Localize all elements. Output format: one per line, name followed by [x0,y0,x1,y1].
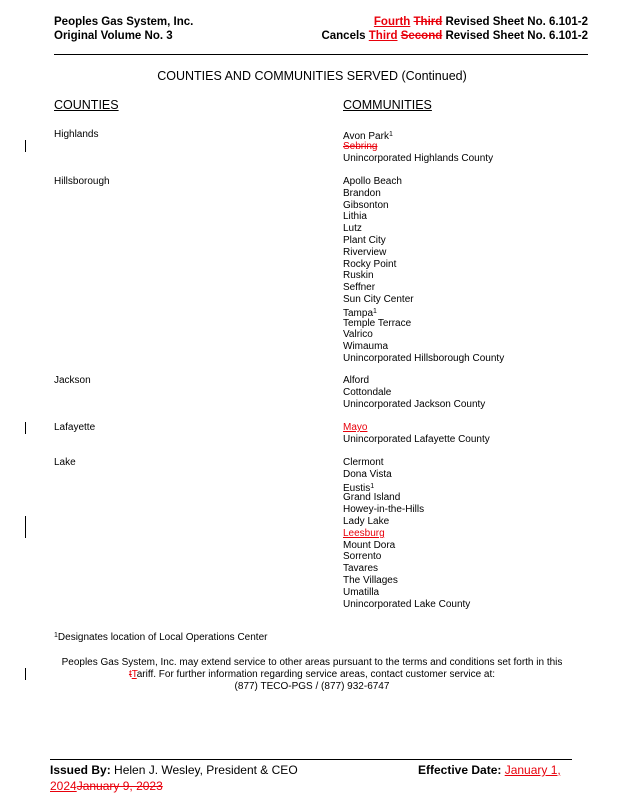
communities-lake [343,457,470,610]
volume-number: Original Volume No. 3 [54,30,173,42]
cancels-label: Cancels [321,30,369,42]
community-item: Seffner [343,282,376,294]
communities-heading: COMMUNITIES [343,98,432,112]
community-item: Ruskin [343,270,374,282]
sheet-inserted: Fourth [373,16,411,28]
issued-by: Issued By: Helen J. Wesley, President & CEO [50,763,298,777]
community-item: Temple Terrace [343,317,412,329]
revision-bar [25,422,26,434]
community-item: Riverview [343,246,387,258]
county-hillsborough: Hillsborough [54,176,110,187]
counties-heading: COUNTIES [54,98,119,112]
footnote: $^1$Designates location of Local Operations Center [54,632,268,643]
community-item: Dona Vista [343,468,392,480]
community-item: Gibsonton [343,199,389,211]
community-item: Howey-in-the-Hills [343,504,425,516]
footer-rule [50,759,572,760]
community-item: Clermont [343,457,384,468]
county-lake: Lake [54,457,76,468]
header-rule [54,54,588,55]
community-item: Mayo [343,422,368,433]
community-item: Lady Lake [343,515,390,527]
page-title: COUNTIES AND COMMUNITIES SERVED (Continued) [157,69,467,83]
company-name: Peoples Gas System, Inc. [54,16,194,28]
community-item: Grand Island [343,492,401,504]
sheet-rest: Revised Sheet No. 6.101-2 [442,16,588,28]
notice-line-2: tTariff. For further information regarding service areas, contact customer service at: [128,669,496,680]
community-item: Lithia [343,211,367,223]
cancels-inserted: Third [368,30,398,42]
service-notice [0,657,624,693]
effective-date-continued: 2024January 9, 2023 [50,779,163,793]
county-highlands: Highlands [54,129,99,140]
community-item: The Villages [343,574,398,586]
community-item: Sorrento [343,551,382,563]
notice-phone: (877) TECO-PGS / (877) 932-6747 [234,681,390,692]
communities-jackson [343,375,485,410]
community-item: Mount Dora [343,539,396,551]
county-lafayette: Lafayette [54,422,96,433]
community-item: Unincorporated Hillsborough County [343,352,505,364]
community-item: Lutz [343,223,362,235]
community-item: Valrico [343,329,373,341]
communities-lafayette [343,422,490,446]
county-jackson: Jackson [54,375,91,386]
community-item: Tavares [343,563,379,575]
cancels-rest: Revised Sheet No. 6.101-2 [442,30,588,42]
cancels-sheet [321,30,588,42]
community-item: Avon Park$^1$ [343,131,393,142]
community-item: Sun City Center [343,293,414,305]
community-item: Cottondale [343,386,392,398]
community-item: Apollo Beach [343,176,402,187]
community-item: Umatilla [343,586,380,598]
notice-line-1: Peoples Gas System, Inc. may extend service to other areas pursuant to the terms and conditions set forth in this [61,657,563,668]
community-item: Alford [343,375,370,386]
community-item: Unincorporated Lake County [343,598,471,610]
cancels-deleted: Second [400,30,443,42]
community-item: Wimauma [343,341,389,353]
community-item: Leesburg [343,527,385,539]
communities-hillsborough [343,176,504,365]
sheet-deleted: Third [413,16,443,28]
community-item: Eustis$^1$ [343,482,375,494]
community-item: Plant City [343,234,386,246]
revision-bar [25,140,26,152]
community-item: Unincorporated Highlands County [343,152,494,164]
community-item: Sebring [343,140,378,152]
effective-date: Effective Date: January 1, [418,763,561,777]
community-item: Tampa$^1$ [343,307,377,319]
community-item: Unincorporated Jackson County [343,398,486,410]
revision-bar [25,516,26,538]
communities-highlands [343,129,493,164]
sheet-number [374,16,588,28]
community-item: Rocky Point [343,258,397,270]
community-item: Brandon [343,187,381,199]
community-item: Unincorporated Lafayette County [343,433,490,445]
